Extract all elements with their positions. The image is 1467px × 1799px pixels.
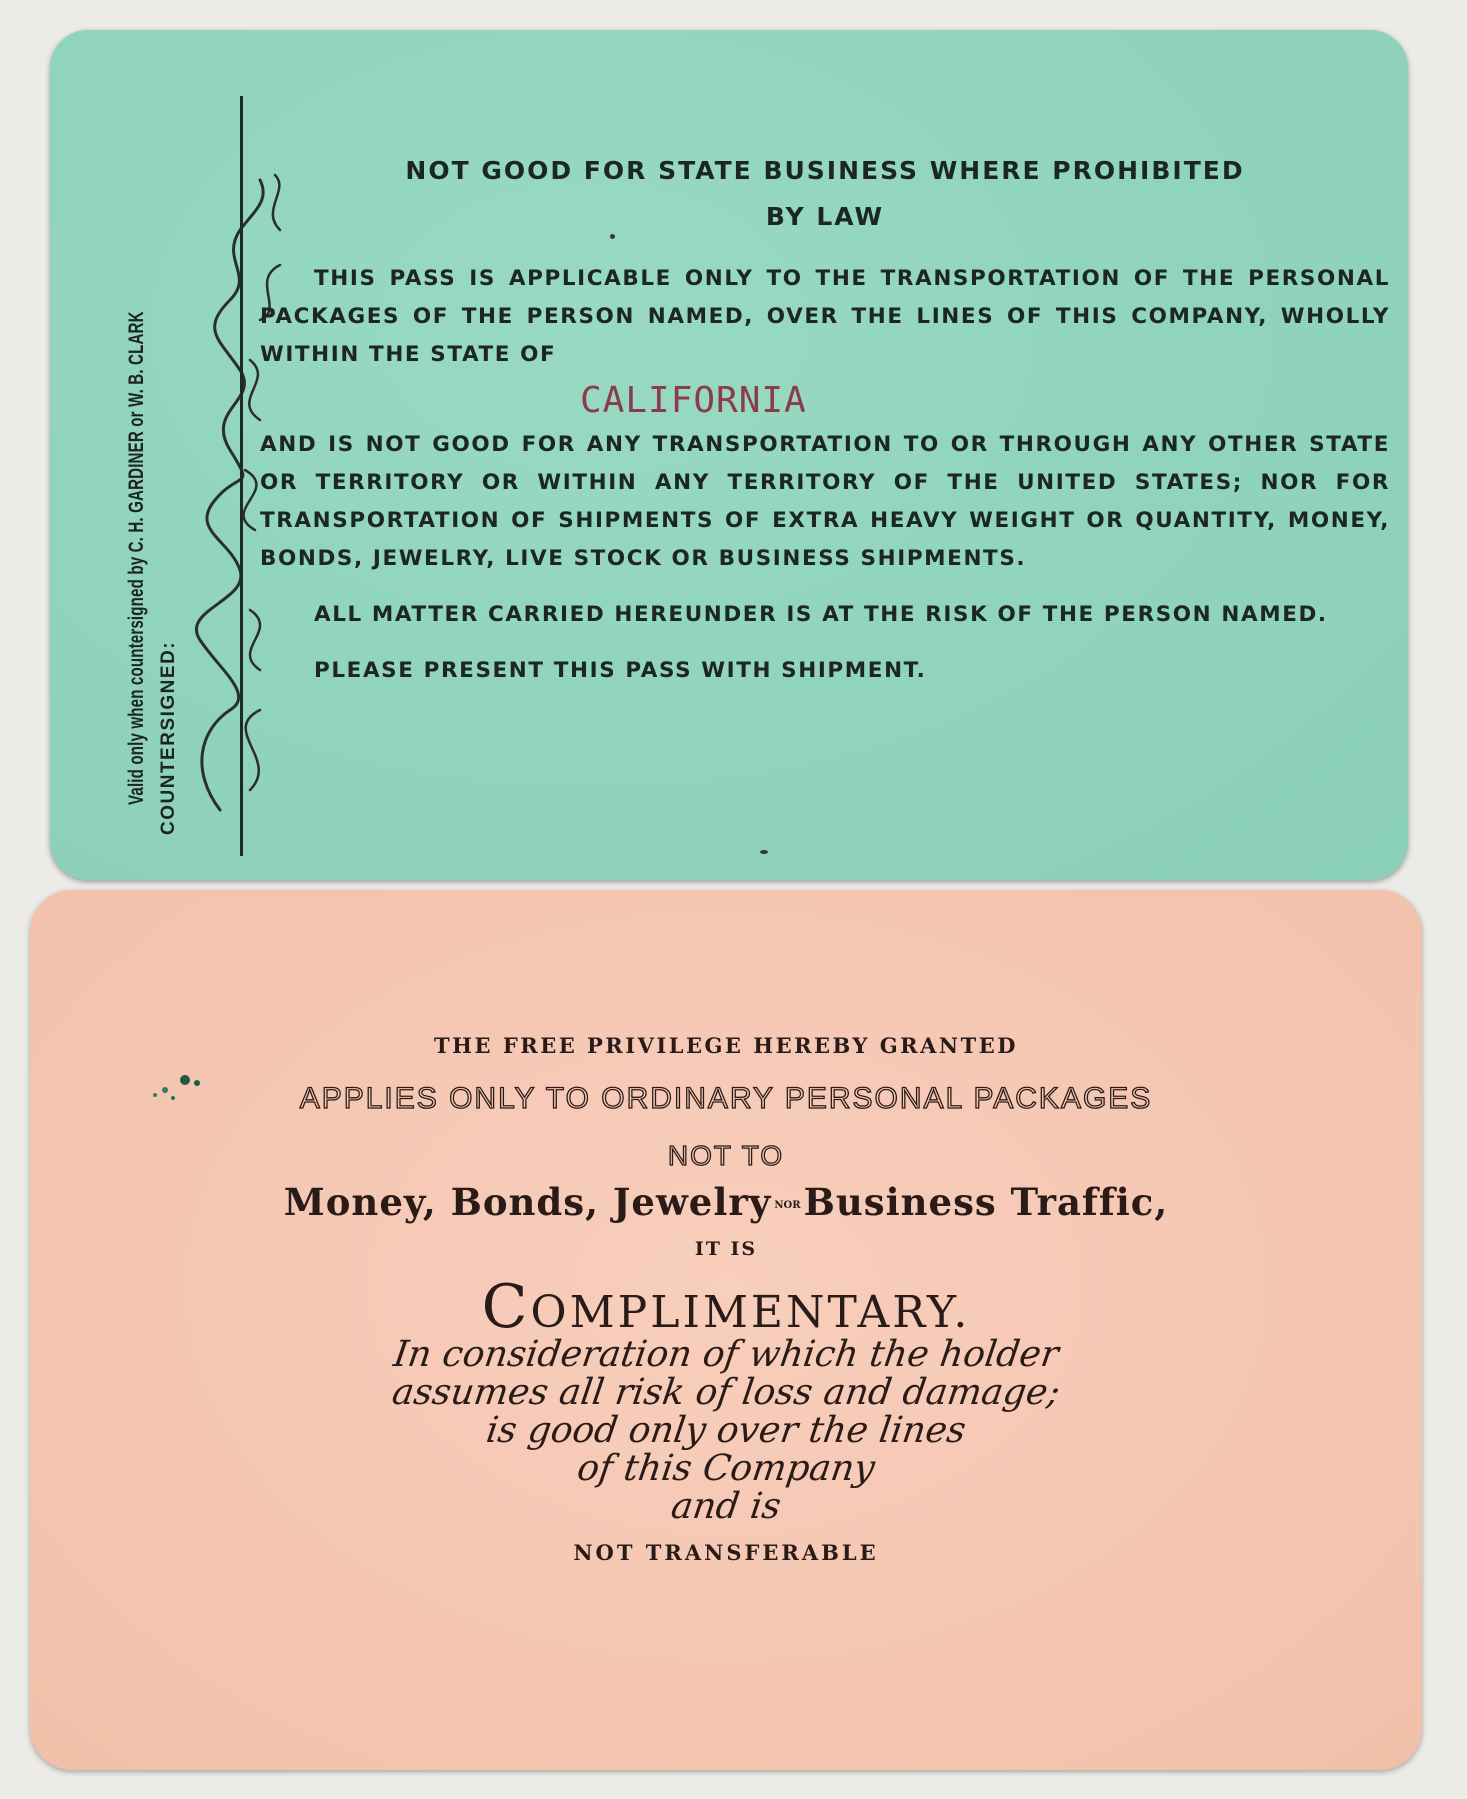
heading-line-1: NOT GOOD FOR STATE BUSINESS WHERE PROHIBITED	[405, 156, 1245, 185]
green-card-text	[260, 148, 1390, 690]
restrictions-paragraph: AND IS NOT GOOD FOR ANY TRANSPORTATION TO OR THROUGH ANY OTHER STATE OR TERRITORY OR WITHIN ANY TERRITORY OF THE UNITED STATES; NOR FOR TRANSPORTATION OF SHIPMENTS OF EXTRA HEAVY WEIGHT OR QUANTITY, MONEY, BONDS, JEWELRY, LIVE STOCK OR BUSINESS SHIPMENTS.	[260, 432, 1390, 571]
privilege-heading: THE FREE PRIVILEGE HEREBY GRANTED	[434, 1033, 1018, 1058]
script-line: and is	[668, 1486, 784, 1527]
countersignature-strip	[50, 30, 240, 880]
validity-note: Valid only when countersigned by C. H. GARDINER or W. B. CLARK	[125, 311, 148, 805]
script-line: is good only over the lines	[483, 1410, 969, 1451]
script-line: assumes all risk of loss and damage;	[389, 1372, 1063, 1413]
risk-paragraph: ALL MATTER CARRIED HEREUNDER IS AT THE RISK OF THE PERSON NAMED.	[314, 602, 1328, 627]
paper-speck	[610, 234, 615, 239]
applicability-paragraph: THIS PASS IS APPLICABLE ONLY TO THE TRANSPORTATION OF THE PERSONAL PACKAGES OF THE PERSON NAMED, OVER THE LINES OF THIS COMPANY, WHOLLY WITHIN THE STATE OF	[260, 266, 1390, 367]
pink-pass-card	[30, 890, 1422, 1770]
excluded-items-a: Money, Bonds, Jewelry	[283, 1180, 772, 1224]
applies-line: APPLIES ONLY TO ORDINARY PERSONAL PACKAGES	[299, 1082, 1153, 1115]
complimentary-line	[30, 1272, 1422, 1342]
state-stamp: CALIFORNIA	[580, 380, 807, 421]
not-transferable-line: NOT TRANSFERABLE	[573, 1540, 879, 1565]
complimentary-cap: C	[481, 1272, 531, 1342]
excluded-items-line	[30, 1180, 1422, 1224]
nor-word: NOR	[774, 1200, 801, 1211]
heading-line-2: BY LAW	[765, 202, 885, 231]
excluded-items-b: Business Traffic,	[803, 1180, 1169, 1224]
not-to-line: NOT TO	[667, 1140, 785, 1171]
green-pass-card	[50, 30, 1408, 880]
paper-speck	[760, 850, 768, 854]
script-line: of this Company	[574, 1448, 878, 1489]
consideration-script	[30, 1336, 1422, 1526]
script-line: In consideration of which the holder	[391, 1334, 1062, 1375]
countersigned-label: COUNTERSIGNED:	[158, 640, 179, 835]
complimentary-rest: OMPLIMENTARY.	[530, 1287, 971, 1338]
it-is-line: IT IS	[694, 1238, 758, 1260]
signature-divider-line	[240, 96, 243, 856]
present-pass-paragraph: PLEASE PRESENT THIS PASS WITH SHIPMENT.	[314, 658, 927, 683]
